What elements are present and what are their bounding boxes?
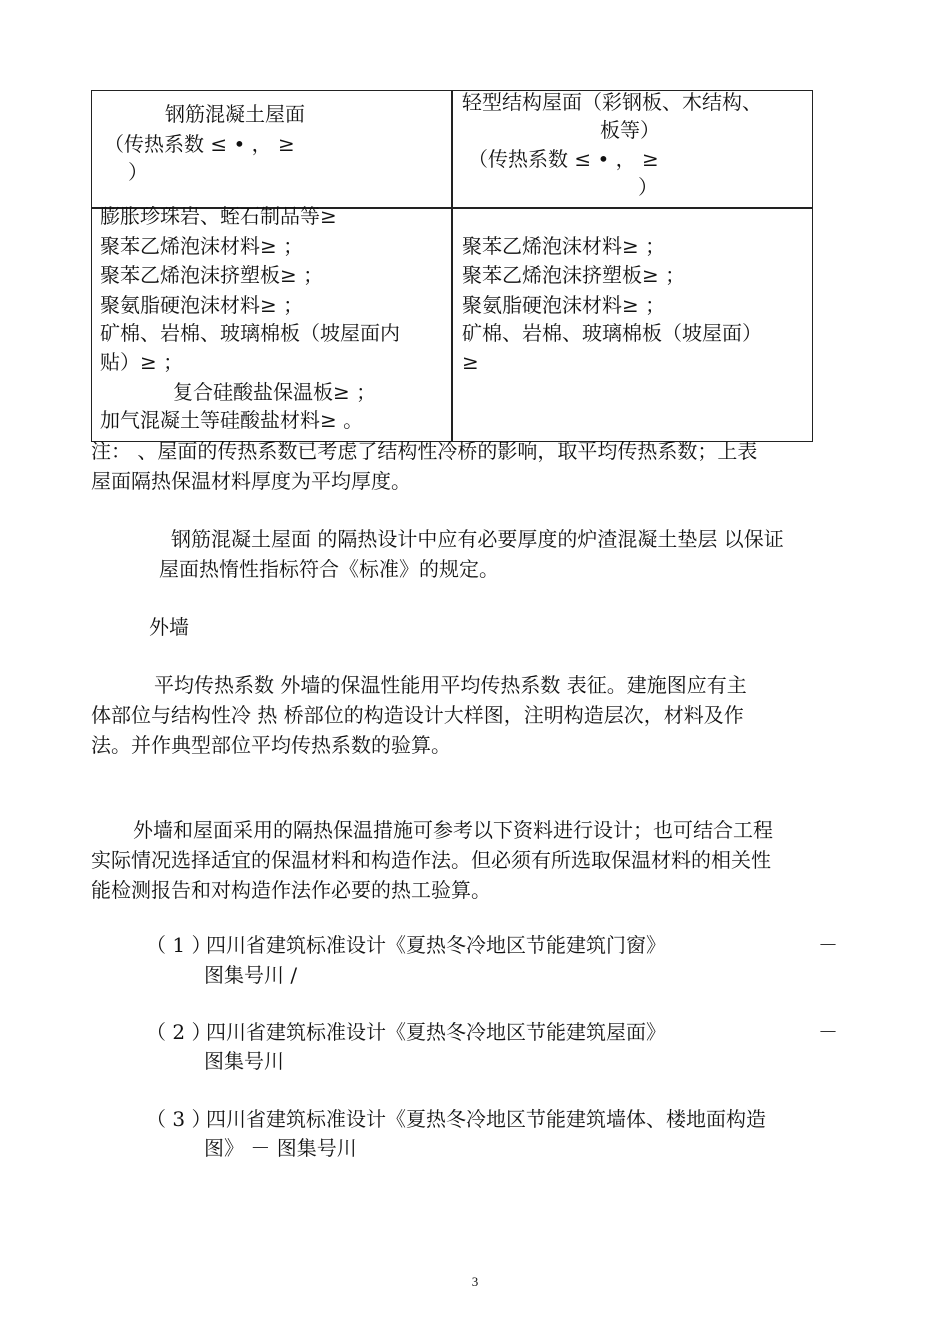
- left-item: 聚苯乙烯泡沫材料≥ ；: [100, 234, 304, 258]
- header-left-close: ）: [128, 160, 148, 184]
- left-item: 加气混凝土等硅酸盐材料≥ 。: [100, 408, 364, 432]
- reference-catalog: 图集号川: [204, 1049, 284, 1073]
- left-item: 聚苯乙烯泡沫挤塑板≥ ；: [100, 263, 324, 287]
- paragraph-wall-line: 平均传热系数 外墙的保温性能用平均传热系数 表征。建施图应有主: [154, 673, 747, 697]
- header-right-close: ）: [638, 175, 658, 199]
- right-item: 聚苯乙烯泡沫材料≥ ；: [462, 234, 666, 258]
- note-line: 注： 、屋面的传热系数已考虑了结构性冷桥的影响，取平均传热系数；上表: [91, 439, 758, 463]
- paragraph-roof-line: 钢筋混凝土屋面 的隔热设计中应有必要厚度的炉渣混凝土垫层 以保证: [171, 527, 784, 551]
- reference-number: （ 1 ）: [146, 933, 212, 957]
- header-right-coefficient: （传热系数 ≤ • ， ≥: [468, 147, 659, 171]
- paragraph-reference-line: 外墙和屋面采用的隔热保温措施可参考以下资料进行设计；也可结合工程: [133, 818, 773, 842]
- note-line: 屋面隔热保温材料厚度为平均厚度。: [91, 469, 411, 493]
- reference-number: （ 3 ）: [146, 1107, 212, 1131]
- reference-catalog: 图集号川 /: [204, 963, 298, 987]
- left-item: 矿棉、岩棉、玻璃棉板（坡屋面内: [100, 321, 400, 345]
- reference-catalog: 图》 － 图集号川: [204, 1136, 357, 1160]
- right-item: 聚氨脂硬泡沫材料≥ ；: [462, 293, 666, 317]
- paragraph-roof-line: 屋面热惰性指标符合《标准》的规定。: [159, 557, 499, 581]
- table-column-divider: [451, 90, 453, 442]
- section-heading-wall: 外墙: [149, 615, 189, 639]
- header-right-title-cont: 板等）: [600, 118, 660, 142]
- reference-title: 四川省建筑标准设计《夏热冬冷地区节能建筑屋面》: [206, 1020, 666, 1044]
- right-item: 矿棉、岩棉、玻璃棉板（坡屋面）: [462, 321, 762, 345]
- left-item: 膨胀珍珠岩、蛭石制品等≥: [100, 204, 337, 228]
- paragraph-wall-line: 体部位与结构性冷 热 桥部位的构造设计大样图，注明构造层次，材料及作: [91, 703, 744, 727]
- paragraph-reference-line: 能检测报告和对构造作法作必要的热工验算。: [91, 878, 491, 902]
- left-item: 复合硅酸盐保温板≥ ；: [173, 380, 377, 404]
- reference-title: 四川省建筑标准设计《夏热冬冷地区节能建筑墙体、楼地面构造: [206, 1107, 766, 1131]
- paragraph-wall-line: 法。并作典型部位平均传热系数的验算。: [91, 733, 451, 757]
- right-item: 聚苯乙烯泡沫挤塑板≥ ；: [462, 263, 686, 287]
- header-left-coefficient: （传热系数 ≤ • ， ≥: [104, 132, 295, 156]
- reference-dash: －: [818, 1020, 838, 1044]
- reference-dash: －: [818, 933, 838, 957]
- page-number: 3: [471, 1274, 479, 1289]
- paragraph-reference-line: 实际情况选择适宜的保温材料和构造作法。但必须有所选取保温材料的相关性: [91, 848, 771, 872]
- header-left-title: 钢筋混凝土屋面: [165, 102, 305, 126]
- reference-title: 四川省建筑标准设计《夏热冬冷地区节能建筑门窗》: [206, 933, 666, 957]
- reference-number: （ 2 ）: [146, 1020, 212, 1044]
- header-right-title: 轻型结构屋面（彩钢板、木结构、: [462, 90, 762, 114]
- left-item: 贴）≥ ；: [100, 350, 184, 374]
- left-item: 聚氨脂硬泡沫材料≥ ；: [100, 293, 304, 317]
- right-item: ≥: [462, 350, 479, 374]
